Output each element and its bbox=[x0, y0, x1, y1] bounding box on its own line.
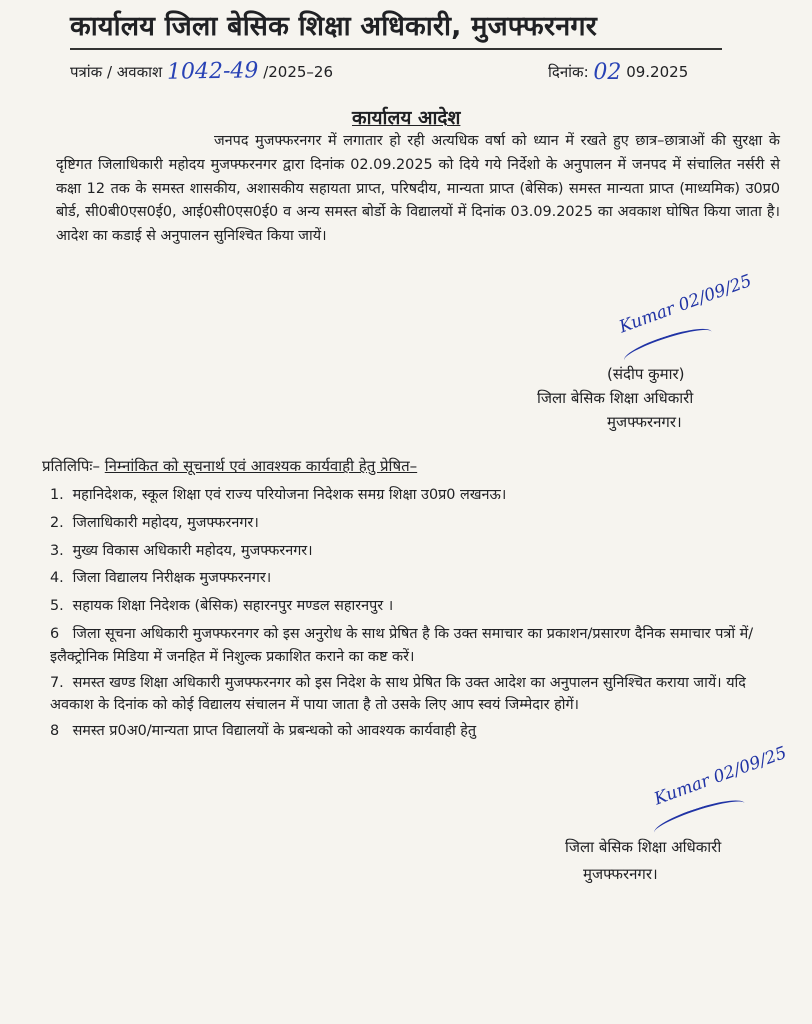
handwritten-signature-1: Kumar 02/09/25 bbox=[616, 270, 755, 338]
list-item bbox=[50, 484, 780, 507]
footer-designation: जिला बेसिक शिक्षा अधिकारी bbox=[565, 838, 722, 856]
date-line bbox=[548, 58, 688, 83]
copy-label: प्रतिलिपिः– bbox=[42, 457, 100, 475]
list-number: 5. bbox=[50, 598, 64, 615]
list-text: महानिदेशक, स्कूल शिक्षा एवं राज्य परियोजना निदेशक समग्र शिक्षा उ0प्र0 लखनऊ। bbox=[72, 487, 507, 503]
list-text: समस्त खण्ड शिक्षा अधिकारी मुजफ्फरनगर को इस निदेश के साथ प्रेषित कि उक्त आदेश का अनुपालन सुनिश्चित कराया जायें। यदि अवकाश के दिनांक को कोई विद्यालय संचालन में पाया जाता है तो उसके लिए आप स्वयं जिम्मेदार होगें। bbox=[50, 674, 746, 714]
list-item bbox=[50, 512, 780, 535]
copy-recipients-list bbox=[50, 484, 780, 746]
title-underline bbox=[70, 48, 722, 50]
list-item bbox=[50, 720, 780, 743]
list-text: सहायक शिक्षा निदेशक (बेसिक) सहारनपुर मण्डल सहारनपुर । bbox=[72, 598, 394, 615]
reference-year: /2025–26 bbox=[263, 63, 334, 81]
signatory-name: (संदीप कुमार) bbox=[607, 365, 685, 383]
reference-line bbox=[70, 58, 333, 83]
list-item bbox=[50, 672, 780, 718]
handwritten-signature-2: Kumar 02/09/25 bbox=[651, 742, 790, 810]
list-text: समस्त प्र0अ0/मान्यता प्राप्त विद्यालयों के प्रबन्धको को आवश्यक कार्यवाही हेतु bbox=[72, 723, 477, 740]
list-text: जिला विद्यालय निरीक्षक मुजफ्फरनगर। bbox=[72, 570, 272, 587]
order-title: कार्यालय आदेश bbox=[352, 107, 461, 129]
list-text: मुख्य विकास अधिकारी महोदय, मुजफ्फरनगर। bbox=[72, 542, 313, 559]
list-item bbox=[50, 623, 780, 669]
list-number: 7. bbox=[50, 674, 64, 691]
reference-number: 1042-49 bbox=[166, 58, 259, 85]
list-text: जिलाधिकारी महोदय, मुजफ्फरनगर। bbox=[72, 514, 259, 531]
office-title: कार्यालय जिला बेसिक शिक्षा अधिकारी, मुजफ्फरनगर bbox=[70, 11, 598, 42]
list-number: 1. bbox=[50, 487, 64, 503]
date-label: दिनांक: bbox=[548, 63, 589, 81]
list-number: 4. bbox=[50, 570, 64, 587]
date-rest: 09.2025 bbox=[626, 63, 689, 81]
list-number: 6 bbox=[50, 625, 60, 642]
footer-place: मुजफ्फरनगर। bbox=[583, 865, 658, 883]
list-item bbox=[50, 540, 780, 563]
list-item bbox=[50, 567, 780, 590]
signatory-place: मुजफ्फरनगर। bbox=[607, 413, 682, 431]
list-item bbox=[50, 595, 780, 618]
signatory-designation: जिला बेसिक शिक्षा अधिकारी bbox=[537, 389, 694, 407]
footer-signatory bbox=[565, 834, 795, 888]
list-text: जिला सूचना अधिकारी मुजफ्फरनगर को इस अनुरोध के साथ प्रेषित है कि उक्त समाचार का प्रकाशन/प्रसारण दैनिक समाचार पत्रों में/इलैक्ट्रोनिक मिडिया में जनहित में निशुल्क प्रकाशित कराने का कष्ट करें। bbox=[50, 625, 754, 665]
list-number: 8 bbox=[50, 723, 60, 740]
list-number: 3. bbox=[50, 542, 64, 559]
list-number: 2. bbox=[50, 514, 64, 531]
order-body: जनपद मुजफ्फरनगर में लगातार हो रही अत्यधिक वर्षा को ध्यान में रखते हुए छात्र–छात्राओं की सुरक्षा के दृष्टिगत जिलाधिकारी महोदय मुजफ्फरनगर द्वारा दिनांक 02.09.2025 को दिये गये निर्देशो के अनुपालन में जनपद में संचालित नर्सरी से कक्षा 12 तक के समस्त शासकीय, अशासकीय सहायता प्राप्त, परिषदीय, मान्यता प्राप्त (बेसिक) समस्त मान्यता प्राप्त (माध्यमिक) उ0प्र0 बोर्ड, सी0बी0एस0ई0, आई0सी0एस0ई0 व अन्य समस्त बोर्डो के विद्यालयों में दिनांक 03.09.2025 का अवकाश घोषित किया जाता है। आदेश का कडाई से अनुपालन सुनिश्चित किया जायें। bbox=[56, 133, 780, 245]
copy-heading bbox=[42, 456, 417, 476]
date-handwritten-day: 02 bbox=[593, 60, 622, 85]
reference-label: पत्रांक / अवकाश bbox=[70, 63, 163, 81]
signatory-block bbox=[530, 362, 780, 434]
copy-heading-text: निम्नांकित को सूचनार्थ एवं आवश्यक कार्यवाही हेतु प्रेषित– bbox=[104, 457, 418, 475]
